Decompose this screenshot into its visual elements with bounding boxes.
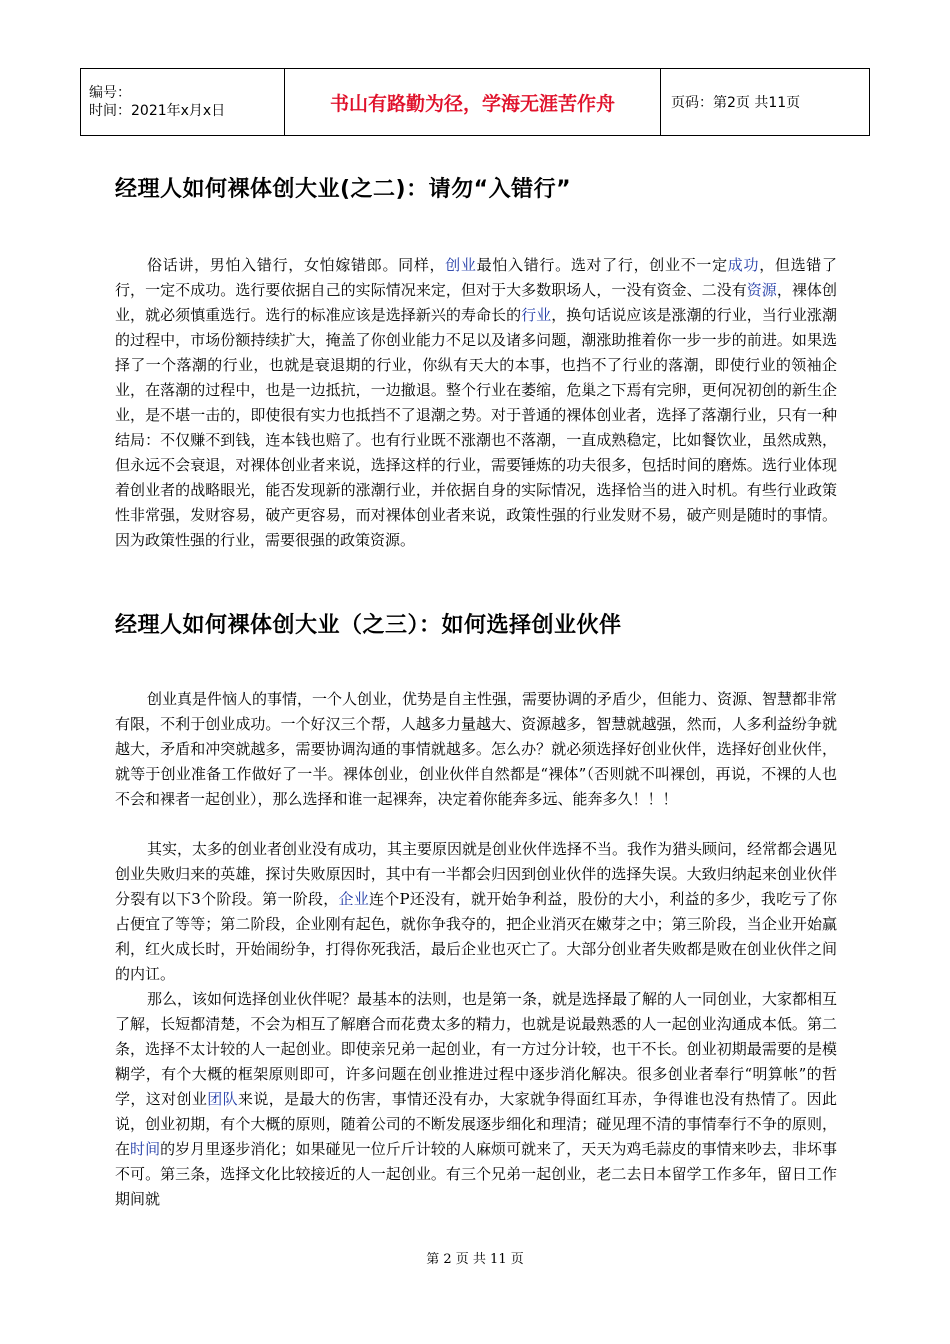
text-run: 那么，该如何选择创业伙伴呢？最基本的法则，也是第一条，就是选择最了解的人一同创业，大家都相互了解，长短都清楚，不会为相互了解磨合而花费太多的精力，也就是说最熟悉的人一起创业沟通成本低。第二条，选择不太计较的人一起创业。即使亲兄弟一起创业，有一方过分计较，也干不长。创业初期最需要的是模糊学，有个大概的框架原则即可，许多问题在创业推进过程中逐步消化解决。很多创业者奉行“明算帐”的哲学，这对创业 xyxy=(115,990,838,1108)
link-chuangye[interactable]: 创业 xyxy=(445,256,477,274)
document-header xyxy=(80,68,870,136)
text-run: 最怕入错行。选对了行，创业不一定 xyxy=(476,256,728,274)
section2-paragraph-2 xyxy=(115,837,837,987)
text-run: 连个P还没有，就开始争利益，股份的大小，利益的多少，我吃亏了你占便宜了等等；第二阶段，企业刚有起色，就你争我夺的，把企业消灭在嫩芽之中；第三阶段，当企业开始赢利，红火成长时，开始闹纷争，打得你死我活，最后企业也灭亡了。大部分创业者失败都是败在创业伙伴之间的内讧。 xyxy=(115,890,837,983)
text-run: ，换句话说应该是涨潮的行业，当行业涨潮的过程中，市场份额持续扩大，掩盖了你创业能力不足以及诸多问题，潮涨助推着你一步一步的前进。如果选择了一个落潮的行业，也就是衰退期的行业，你纵有天大的本事，也挡不了行业的落潮，即使行业的领袖企业，在落潮的过程中，也是一边抵抗，一边撤退。整个行业在萎缩，危巢之下焉有完卵，更何况初创的新生企业，是不堪一击的，即使很有实力也抵挡不了退潮之势。对于普通的裸体创业者，选择了落潮行业，只有一种结局：不仅赚不到钱，连本钱也赔了。也有行业既不涨潮也不落潮，一直成熟稳定，比如餐饮业，虽然成熟，但永远不会衰退，对裸体创业者来说，选择这样的行业，需要锤炼的功夫很多，包括时间的磨炼。选行业体现着创业者的战略眼光，能否发现新的涨潮行业，并依据自身的实际情况，选择恰当的进入时机。有些行业政策性非常强，发财容易，破产更容易，而对裸体创业者来说，政策性强的行业发财不易，破产则是随时的事情。因为政策性强的行业，需要很强的政策资源。 xyxy=(115,306,837,549)
link-chenggong[interactable]: 成功 xyxy=(727,256,760,274)
link-qiye[interactable]: 企业 xyxy=(338,890,370,908)
section2-paragraph-1: 创业真是件恼人的事情，一个人创业，优势是自主性强，需要协调的矛盾少，但能力、资源、智慧都非常有限，不利于创业成功。一个好汉三个帮，人越多力量越大、资源越多，智慧就越强，然而，人多利益纷争就越大，矛盾和冲突就越多，需要协调沟通的事情就越多。怎么办？就必须选择好创业伙伴，选择好创业伙伴，就等于创业准备工作做好了一半。裸体创业，创业伙伴自然都是“裸体”（否则就不叫裸创，再说，不裸的人也不会和裸者一起创业），那么选择和谁一起裸奔，决定着你能奔多远、能奔多久！！！ xyxy=(115,690,838,808)
section2-paragraph-3 xyxy=(115,987,837,1212)
header-meta-cell xyxy=(81,69,285,136)
link-hangye[interactable]: 行业 xyxy=(521,306,552,324)
text-run: 俗话讲，男怕入错行，女怕嫁错郎。同样， xyxy=(147,256,446,274)
text-run: 其实，太多的创业者创业没有成功，其主要原因就是创业伙伴选择不当。我作为猎头顾问，经常都会遇见创业失败归来的英雄，探讨失败原因时，其中有一半都会归因到创业伙伴的选择失误。大致归纳起来创业伙伴分裂有以下3个阶段。第一阶段， xyxy=(115,840,838,908)
section2-title: 经理人如何裸体创大业（之三）：如何选择创业伙伴 xyxy=(115,613,622,638)
time-label: 时间：2021年x月x日 xyxy=(89,103,226,119)
header-page-info: 页码：第2页 共11页 xyxy=(661,69,870,136)
section1-title: 经理人如何裸体创大业(之二)：请勿“入错行” xyxy=(115,177,572,202)
page-footer: 第 2 页 共 11 页 xyxy=(426,1252,524,1267)
header-motto: 书山有路勤为径，学海无涯苦作舟 xyxy=(285,69,661,136)
text-run: 来说，是最大的伤害，事情还没有办，大家就争得面红耳赤，争得谁也没有热情了。因此说，创业初期，有个大概的原则，随着公司的不断发展逐步细化和理清；碰见理不清的事情奉行不争的原则，在 xyxy=(115,1090,837,1158)
link-shijian[interactable]: 时间 xyxy=(130,1140,161,1158)
text-run: ，但选错了行，一定不成功。选行要依据自己的实际情况来定，但对于大多数职场人，一没有资金、二没有 xyxy=(115,256,837,299)
link-tuandui[interactable]: 团队 xyxy=(207,1090,238,1108)
link-ziyuan[interactable]: 资源 xyxy=(746,281,777,299)
number-label: 编号： xyxy=(89,85,131,101)
text-run: 的岁月里逐步消化；如果碰见一位斤斤计较的人麻烦可就来了，天天为鸡毛蒜皮的事情来吵去，非坏事不可。第三条，选择文化比较接近的人一起创业。有三个兄弟一起创业，老二去日本留学工作多年，留日工作期间就 xyxy=(115,1140,837,1208)
text-run: ，裸体创业，就必须慎重选行。选行的标准应该是选择新兴的寿命长的 xyxy=(115,281,837,324)
section1-paragraph xyxy=(115,253,837,553)
